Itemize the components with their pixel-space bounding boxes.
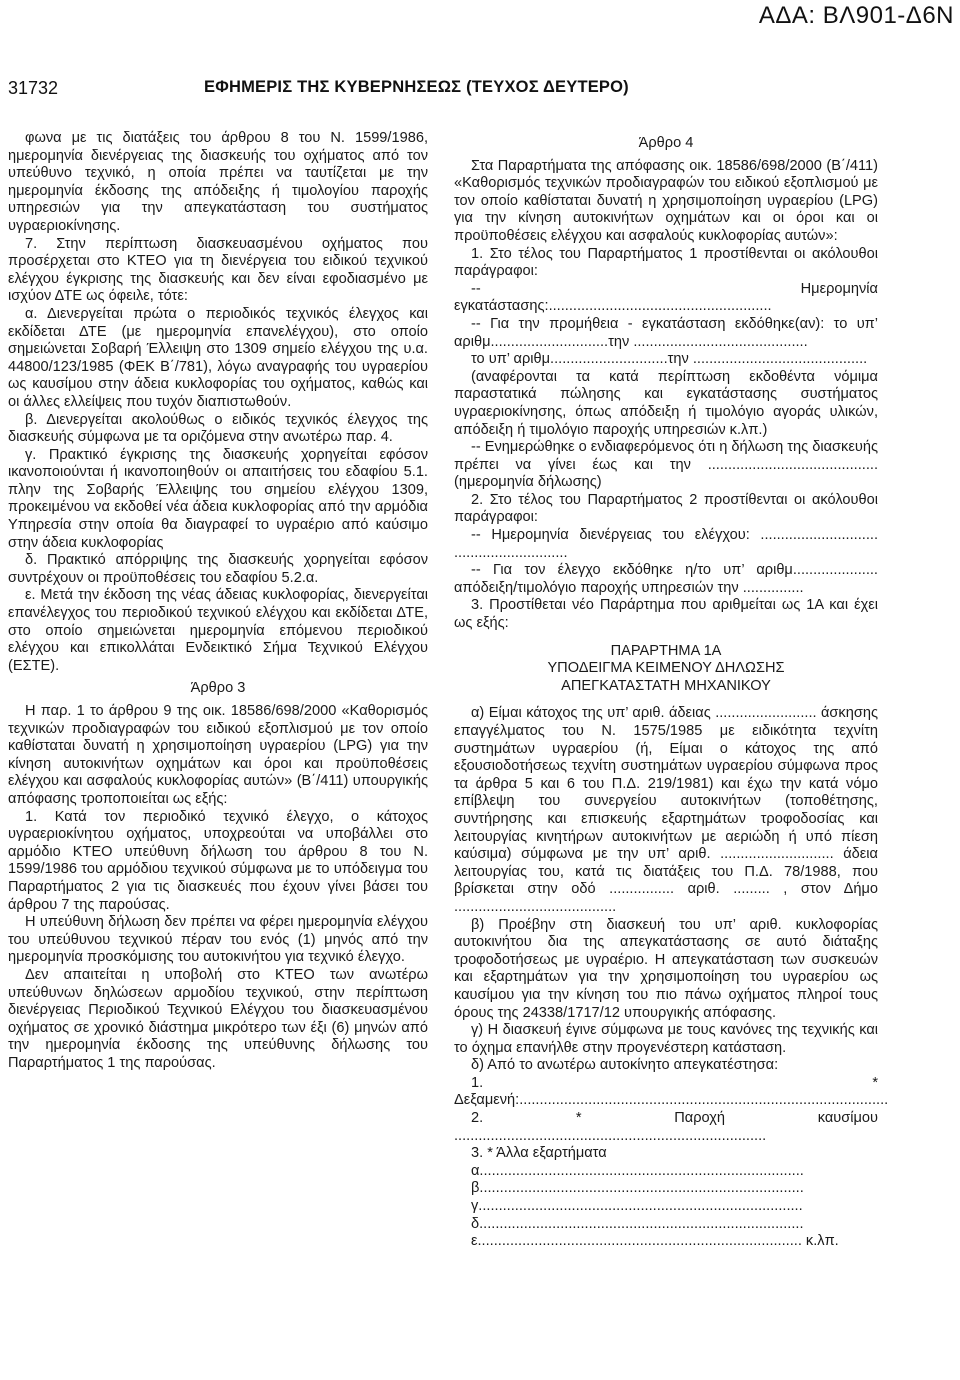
paragraph: β) Προέβην στη διασκευή του υπ’ αριθ. κυκλοφορίας αυτοκινήτου δια της απεγκατάστασης σε αυτό διάταξης τροφοδοτήσεως με υγραέριο. Η απεγκατάσταση των συσκευών και εξαρτημάτων για την χρησιμοποίηση του υγραερίου ως καυσίμου για την κίνηση του πιο πάνω οχήματος πληροί τους όρους της 24338/1717/12 υπουργικής απόφασης. [454,916,878,1021]
paragraph: -- Ημερομηνία διενέργειας του ελέγχου: ............................. ............................ [454,527,878,561]
ada-code: ΑΔΑ: ΒΛ901-Δ6Ν [758,2,954,29]
paragraph: 3. * Άλλα εξαρτήματα [471,1145,607,1162]
page-number: 31732 [8,78,59,98]
paragraph: -- Για την προμήθεια - εγκατάσταση εκδόθηκε(αν): το υπ’ αριθμ.............................την ........................................... [454,315,878,350]
paragraph: Η παρ. 1 το άρθρου 9 της οικ. 18586/698/2000 «Καθορισμός τεχνικών προδιαγραφών του ειδικού εξοπλισμού με τον οποίο καθίσταται δυνατή η χρησιμοποίηση υγραερίου (LPG) για την κίνηση αυτοκινήτων οχημάτων και όροι και προϋποθέσεις ελέγχου και ασφαλούς κυκλοφορίας αυτών» (Β΄/411) υπουργικής απόφασης τροποποιείται ως εξής: [8,703,428,807]
annex-heading: ΑΠΕΓΚΑΤΑΣΤΑΤΗ ΜΗΧΑΝΙΚΟΥ [561,677,771,694]
gazette-title: ΕΦΗΜΕΡΙΣ ΤΗΣ ΚΥΒΕΡΝΗΣΕΩΣ (ΤΕΥΧΟΣ ΔΕΥΤΕΡΟ) [204,78,629,96]
paragraph: 1. Στο τέλος του Παραρτήματος 1 προστίθενται οι ακόλουθοι παράγραφοι: [454,245,878,280]
paragraph: (αναφέρονται τα κατά περίπτωση εκδοθέντα νόμιμα παραστατικά πώλησης και εγκατάστασης συστήματος υγραεριοκίνησης, όπως απόδειξη ή τιμολόγιο αγοράς υλικών, απόδειξη ή τιμολόγιο παροχής υπηρεσιών κ.λπ.) [454,368,878,438]
paragraph: δ) Από το ανωτέρω αυτοκίνητο απεγκατέστησα: [471,1057,779,1074]
paragraph: -- Για τον έλεγχο εκδόθηκε η/το υπ’ αριθμ..................... απόδειξη/τιμολόγιο παροχής υπηρεσιών την ............... [454,562,878,596]
paragraph: φωνα με τις διατάξεις του άρθρου 8 του Ν. 1599/1986, ημερομηνία διενέργειας της διασκευής του οχήματος από τον υπεύθυνο τεχνικό, η οποία πρέπει να ταυτίζεται με την ημερομηνία έκδοσης της απόδειξης ή τιμολογίου παροχής υπηρεσιών για την απεγκατάσταση του συστήματος υγραεριοκίνησης. [8,130,428,234]
paragraph: γ................................................................................ [471,1198,803,1215]
paragraph: Στα Παραρτήματα της απόφασης οικ. 18586/698/2000 (Β΄/411) «Καθορισμός τεχνικών προδιαγραφών του ειδικού εξοπλισμού με τον οποίο καθίσταται δυνατή η χρησιμοποίηση υγραερίου (LPG) για την κίνηση αυτοκινήτων οχημάτων και οι όροι και οι προϋποθέσεις ελέγχου και ασφαλούς κυκλοφορίας αυτών»: [454,157,878,244]
paragraph: ε................................................................................ κ.λπ. [471,1233,839,1250]
paragraph: Η υπεύθυνη δήλωση δεν πρέπει να φέρει ημερομηνία ελέγχου του υπεύθυνου τεχνικού πέραν του ενός (1) μηνός από την ημερομηνία προσκόμισης του αυτοκινήτου για τεχνικό έλεγχο. [8,914,428,966]
paragraph: Δεν απαιτείται η υποβολή στο ΚΤΕΟ των ανωτέρω υπεύθυνων δηλώσεων αρμοδίου τεχνικού, στην περίπτωση διενέργειας Περιοδικού Τεχνικού Ελέγχου του διασκευασμένου οχήματος σε χρονικό διάστημα μικρότερο των έξι (6) μηνών από την ημερομηνία έκδοσης της υπεύθυνης δήλωσης του Παραρτήματος 1 της παρούσας. [8,966,428,1071]
paragraph: ε. Μετά την έκδοση της νέας άδειας κυκλοφορίας, διενεργείται επανέλεγχος του περιοδικού τεχνικού ελέγχου και εκδίδεται ΔΤΕ, στο οποίο σημειώνεται ημερομηνία επόμενου περιοδικού ελέγχου και επικολλάται Ενδεικτικό Σήμα Τεχνικού Ελέγχου (ΕΣΤΕ). [8,587,428,674]
right-column [454,130,889,1251]
paragraph: α................................................................................ [471,1162,804,1179]
left-column [8,130,428,1072]
paragraph: β. Διενεργείται ακολούθως ο ειδικός τεχνικός έλεγχος της διασκευής σύμφωνα με τα οριζόμενα στην ανωτέρω παρ. 4. [8,411,428,446]
annex-heading: ΥΠΟΔΕΙΓΜΑ ΚΕΙΜΕΝΟΥ ΔΗΛΩΣΗΣ [547,660,785,677]
paragraph: γ. Πρακτικό έγκρισης της διασκευής χορηγείται εφόσον ικανοποιούνται ή ικανοποιηθούν οι απαιτήσεις του εδαφίου 5.1. πλην της Σοβαρής Έλλειψης του σημείου ελέγχου 1309, προκειμένου να εκδοθεί νέα άδεια κυκλοφορίας από την αρμόδια Υπηρεσία στην οποία θα διαγραφεί το υγραέριο από καύσιμο στην άδεια κυκλοφορίας [8,446,428,551]
paragraph: 7. Στην περίπτωση διασκευασμένου οχήματος που προσέρχεται στο ΚΤΕΟ για τη διενέργεια του ειδικού τεχνικού ελέγχου έγκρισης της διασκευής και δεν είναι εφοδιασμένο με ισχύον ΔΤΕ ως όφειλε, τότε: [8,235,428,305]
paragraph: α) Είμαι κάτοχος της υπ’ αριθ. άδειας ......................... άσκησης επαγγέλματος του Ν. 1575/1985 με ειδικότητα τεχνίτη συστημάτων υγραερίου (ή, Είμαι ο κάτοχος της από εξουσιοδοτήσεως τεχνίτη συστημάτων υγραερίου σύμφωνα προς τα άρθρα 5 και 6 του Π.Δ. 219/1981) και έχω την κατά νόμο επίβλεψη του συνεργείου αυτοκινήτων (τοποθέτησης, συντήρησης και επισκευής εξαρτημάτων τροφοδοσίας και λειτουργίας κινητήρων αυτοκινήτων με αεριώδη ή υπό πίεση καύσιμα) σύμφωνα με την υπ’ αριθ. ............................ άδεια λειτουργίας του, κατά τις διατάξεις του Π.Δ. 78/1988, που βρίσκεται στην οδό ................ αριθ. ......... , στον Δήμο ........................................ [454,705,878,915]
article-heading: Άρθρο 4 [638,135,694,151]
paragraph: α. Διενεργείται πρώτα ο περιοδικός τεχνικός έλεγχος και εκδίδεται ΔΤΕ (με ημερομηνία επανελέγχου), στο οποίο σημειώνεται Σοβαρή Έλλειψη στο 1309 σημείο ελέγχου της υ.α. 44800/123/1985 (ΦΕΚ Β΄/781), λόγω αναγραφής του υγραερίου ως καυσίμου στην άδεια κυκλοφορίας του οχήματος, καθώς και οι άλλες ελλείψεις που τυχόν διαπιστωθούν. [8,305,428,410]
paragraph: 2. * Παροχή καυσίμου ............................................................................. [454,1110,878,1144]
paragraph: β................................................................................ [471,1180,804,1197]
paragraph: 2. Στο τέλος του Παραρτήματος 2 προστίθενται οι ακόλουθοι παράγραφοι: [454,491,878,526]
paragraph: -- Ενημερώθηκε ο ενδιαφερόμενος ότι η δήλωση της διασκευής πρέπει να γίνει έως και την .......................................... (ημερομηνία δήλωσης) [454,439,878,491]
paragraph: 1. * Δεξαμενή:........................................................................................... [454,1074,889,1109]
paragraph: 3. Προστίθεται νέο Παράρτημα που αριθμείται ως 1Α και έχει ως εξής: [454,597,878,632]
paragraph: δ................................................................................ [471,1215,804,1232]
article-heading: Άρθρο 3 [190,680,246,697]
paragraph: -- Ημερομηνία εγκατάστασης:....................................................... [454,280,878,315]
paragraph: το υπ’ αριθμ.............................την ........................................... [471,351,868,368]
paragraph: 1. Κατά τον περιοδικό τεχνικό έλεγχο, ο κάτοχος υγραεριοκίνητου οχήματος, υποχρεούται να υποβάλλει στο αρμόδιο ΚΤΕΟ υπεύθυνη δήλωση του άρθρου 8 του Ν. 1599/1986 του αρμόδιου τεχνικού σύμφωνα με το υπόδειγμα του Παραρτήματος 2 για τις διασκευές που έχουν γίνει βάσει του άρθρου 7 της παρούσας. [8,808,428,913]
paragraph: δ. Πρακτικό απόρριψης της διασκευής χορηγείται εφόσον συντρέχουν οι προϋποθέσεις του εδαφίου 5.2.α. [8,552,428,586]
paragraph: γ) Η διασκευή έγινε σύμφωνα με τους κανόνες της τεχνικής και το όχημα επανήλθε στην προγενέστερη κατάσταση. [454,1022,878,1056]
annex-heading: ΠΑΡΑΡΤΗΜΑ 1Α [610,642,722,659]
